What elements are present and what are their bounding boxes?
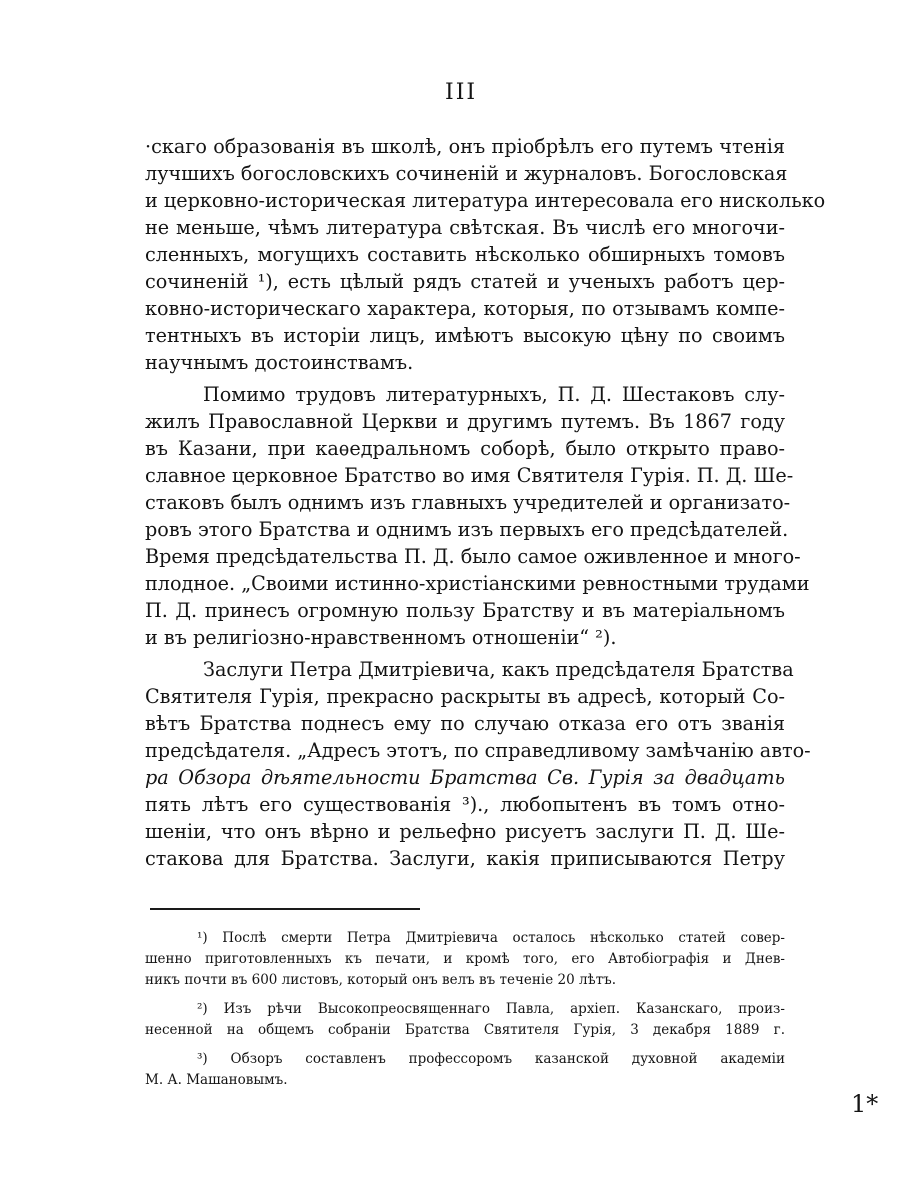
footnote-line: несенной на общемъ собраніи Братства Святителя Гурія, 3 декабря 1889 г. bbox=[145, 1022, 785, 1038]
text-line: пять лѣтъ его существованія ³)., любопытенъ въ томъ отно- bbox=[145, 793, 785, 816]
text-line: стакова для Братства. Заслуги, какія приписываются Петру bbox=[145, 847, 785, 870]
signature-mark: 1* bbox=[851, 1090, 879, 1118]
footnote-line: ³) Обзоръ составленъ профессоромъ казанской духовной академіи bbox=[197, 1051, 785, 1067]
text-line: шеніи, что онъ вѣрно и рельефно рисуетъ заслуги П. Д. Ше- bbox=[145, 820, 785, 843]
text-line: жилъ Православной Церкви и другимъ путемъ. Въ 1867 году bbox=[145, 410, 785, 433]
text-line: Святителя Гурія, прекрасно раскрыты въ адресѣ, который Со- bbox=[145, 685, 785, 708]
text-line: въ Казани, при каѳедральномъ соборѣ, было открыто право- bbox=[145, 437, 785, 460]
text-line: плодное. „Своими истинно-христіанскими ревностными трудами bbox=[145, 572, 810, 595]
text-line: сленныхъ, могущихъ составить нѣсколько обширныхъ томовъ bbox=[145, 243, 785, 266]
text-line: ра Обзора дѣятельности Братства Св. Гурія за двадцать bbox=[145, 766, 785, 789]
text-line: предсѣдателя. „Адресъ этотъ, по справедливому замѣчанію авто- bbox=[145, 739, 811, 762]
footnote-line: ²) Изъ рѣчи Высокопреосвященнаго Павла, архіеп. Казанскаго, произ- bbox=[197, 1001, 785, 1017]
footnote-line: шенно приготовленныхъ къ печати, и кромѣ того, его Автобіографія и Днев- bbox=[145, 951, 785, 967]
text-line: и въ религіозно-нравственномъ отношеніи“ ²). bbox=[145, 626, 617, 649]
text-line: славное церковное Братство во имя Святителя Гурія. П. Д. Ше- bbox=[145, 464, 794, 487]
text-line: Помимо трудовъ литературныхъ, П. Д. Шестаковъ слу- bbox=[203, 383, 785, 406]
page bbox=[145, 0, 879, 1200]
text-line: ковно-историческаго характера, которыя, по отзывамъ компе- bbox=[145, 297, 785, 320]
text-line: тентныхъ въ исторіи лицъ, имѣютъ высокую цѣну по своимъ bbox=[145, 324, 785, 347]
text-line: стаковъ былъ однимъ изъ главныхъ учредителей и организато- bbox=[145, 491, 791, 514]
text-line: Заслуги Петра Дмитріевича, какъ предсѣдателя Братства bbox=[203, 658, 794, 681]
text-line: сочиненій ¹), есть цѣлый рядъ статей и ученыхъ работъ цер- bbox=[145, 270, 785, 293]
text-line: и церковно-историческая литература интересовала его нисколько bbox=[145, 189, 826, 212]
footnote-line: М. А. Машановымъ. bbox=[145, 1072, 288, 1088]
main-text bbox=[145, 133, 826, 872]
footnotes bbox=[145, 928, 785, 1091]
footnote-line: ¹) Послѣ смерти Петра Дмитріевича осталось нѣсколько статей совер- bbox=[197, 930, 785, 946]
text-line: П. Д. принесъ огромную пользу Братству и въ матеріальномъ bbox=[145, 599, 785, 622]
page-number: III bbox=[445, 80, 478, 105]
text-line: Время предсѣдательства П. Д. было самое оживленное и много- bbox=[145, 545, 801, 568]
text-line: вѣтъ Братства поднесъ ему по случаю отказа его отъ званія bbox=[145, 712, 785, 735]
text-line: лучшихъ богословскихъ сочиненій и журналовъ. Богословская bbox=[145, 162, 788, 185]
text-line: не меньше, чѣмъ литература свѣтская. Въ числѣ его многочи- bbox=[145, 216, 785, 239]
text-line: научнымъ достоинствамъ. bbox=[145, 351, 414, 374]
text-line: ровъ этого Братства и однимъ изъ первыхъ его предсѣдателей. bbox=[145, 518, 789, 541]
footnote-divider bbox=[150, 908, 420, 910]
footnote-line: никъ почти въ 600 листовъ, который онъ велъ въ теченіе 20 лѣтъ. bbox=[145, 972, 617, 988]
text-line: ·скаго образованія въ школѣ, онъ пріобрѣлъ его путемъ чтенія bbox=[145, 135, 785, 158]
